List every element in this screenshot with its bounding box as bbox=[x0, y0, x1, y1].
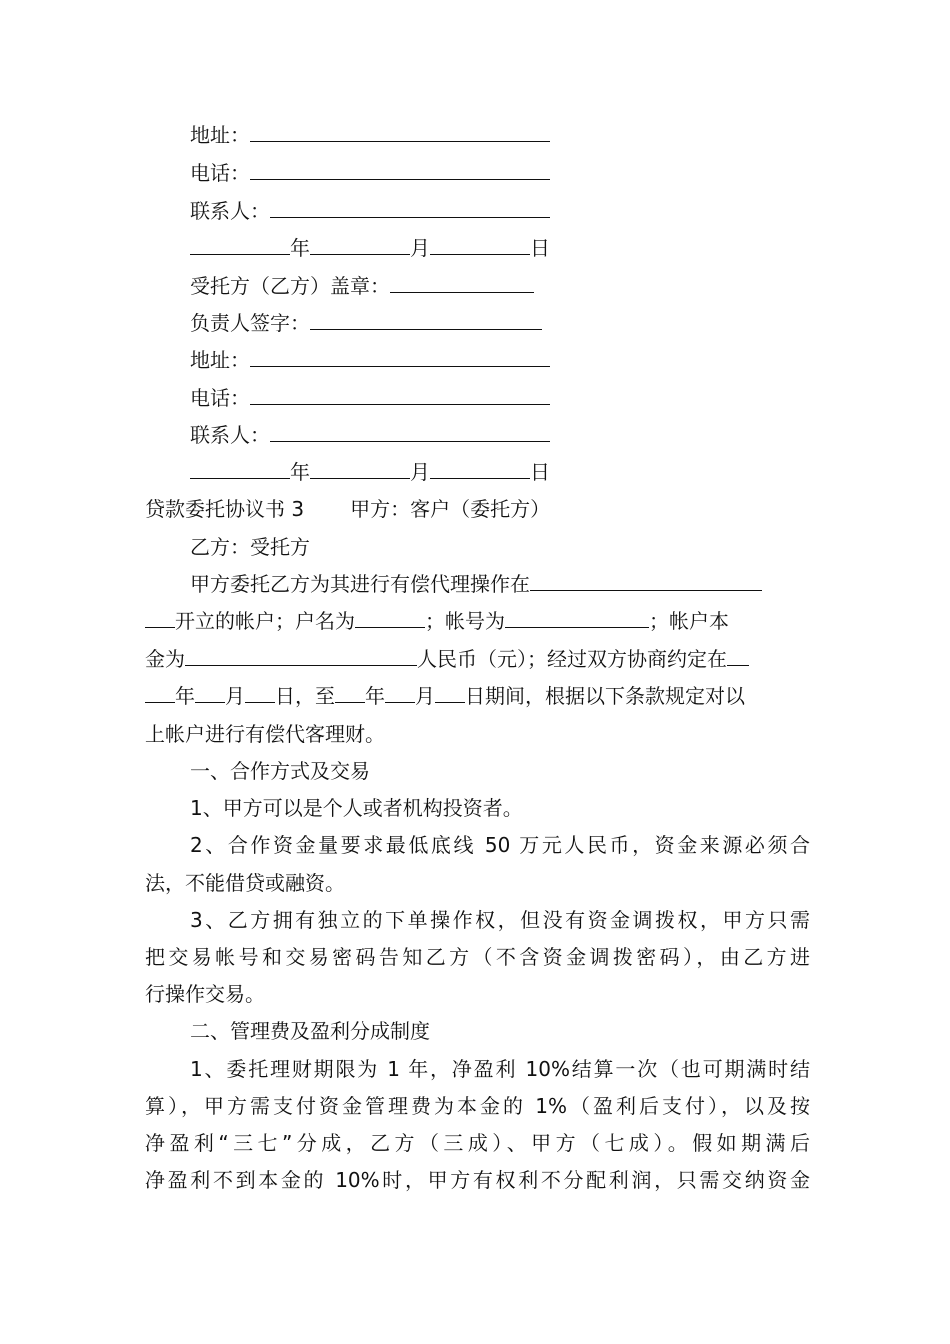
year-label: 年 bbox=[290, 236, 310, 260]
phone-line-b bbox=[190, 380, 810, 417]
contact-line-b bbox=[190, 417, 810, 454]
month-blank bbox=[310, 253, 410, 255]
intro-line-5 bbox=[145, 716, 810, 753]
start-month-blank bbox=[195, 701, 225, 703]
s2-item-1-line-1: 1、委托理财期限为 1 年，净盈利 10%结算一次（也可期满时结 bbox=[190, 1057, 810, 1081]
sign-line-b bbox=[190, 305, 810, 342]
contact-blank bbox=[270, 440, 550, 442]
section-2-heading bbox=[190, 1013, 810, 1050]
address-line-a bbox=[190, 117, 810, 154]
s2-item-1-line-3: 净盈利“三七”分成，乙方（三成）、甲方（七成）。假如期满后 bbox=[145, 1131, 810, 1155]
intro-text: 人民币（元）；经过双方协商约定在 bbox=[417, 647, 727, 671]
address-line-b bbox=[190, 342, 810, 379]
s1-item-2-line-1: 2、合作资金量要求最低底线 50 万元人民币，资金来源必须合 bbox=[190, 833, 810, 857]
intro-text: 上帐户进行有偿代客理财。 bbox=[145, 722, 385, 746]
address-label: 地址： bbox=[190, 348, 250, 372]
date-line-a bbox=[190, 230, 810, 267]
year-label: 年 bbox=[290, 460, 310, 484]
contact-line-a bbox=[190, 193, 810, 230]
intro-line-4 bbox=[145, 678, 810, 715]
principal-blank bbox=[185, 664, 417, 666]
contact-blank bbox=[270, 216, 550, 218]
month-blank bbox=[310, 477, 410, 479]
s2-item-1-line-2: 算），甲方需支付资金管理费为本金的 1%（盈利后支付），以及按 bbox=[145, 1094, 810, 1118]
phone-line-a bbox=[190, 155, 810, 192]
end-year-blank bbox=[335, 701, 365, 703]
intro-text: 甲方委托乙方为其进行有偿代理操作在 bbox=[190, 572, 530, 596]
account-number-blank bbox=[505, 626, 649, 628]
intro-text: ；帐户本 bbox=[649, 609, 729, 633]
intro-text: 年 bbox=[175, 684, 195, 708]
s1-item-3-line-2: 把交易帐号和交易密码告知乙方（不含资金调拨密码），由乙方进 bbox=[145, 945, 810, 969]
day-blank bbox=[430, 477, 530, 479]
start-day-blank bbox=[245, 701, 275, 703]
s2-item-1-line-4: 净盈利不到本金的 10%时，甲方有权利不分配利润，只需交纳资金 bbox=[145, 1168, 810, 1192]
sign-blank bbox=[310, 328, 542, 330]
phone-blank bbox=[250, 178, 550, 180]
address-label: 地址： bbox=[190, 123, 250, 147]
s1-item-1 bbox=[190, 790, 810, 827]
section-1-heading bbox=[190, 753, 810, 790]
month-label: 月 bbox=[410, 236, 430, 260]
seal-label: 受托方（乙方）盖章： bbox=[190, 274, 390, 298]
seal-line-b bbox=[190, 268, 810, 305]
intro-text: 月 bbox=[225, 684, 245, 708]
section-heading: 二、管理费及盈利分成制度 bbox=[190, 1019, 430, 1043]
start-year-blank-cont bbox=[145, 701, 175, 703]
address-blank bbox=[250, 140, 550, 142]
broker-blank bbox=[530, 589, 762, 591]
year-blank bbox=[190, 477, 290, 479]
phone-label: 电话： bbox=[190, 161, 250, 185]
year-blank bbox=[190, 253, 290, 255]
month-label: 月 bbox=[410, 460, 430, 484]
intro-text: 金为 bbox=[145, 647, 185, 671]
contact-label: 联系人： bbox=[190, 199, 270, 223]
start-year-blank bbox=[727, 664, 749, 666]
s1-item-3-line-3: 行操作交易。 bbox=[145, 982, 265, 1006]
broker-blank-cont bbox=[145, 626, 175, 628]
end-day-blank bbox=[435, 701, 465, 703]
intro-text: ；帐号为 bbox=[425, 609, 505, 633]
day-blank bbox=[430, 253, 530, 255]
intro-line-1 bbox=[190, 566, 810, 603]
intro-text: 日，至 bbox=[275, 684, 335, 708]
party-a: 甲方：客户（委托方） bbox=[350, 497, 551, 521]
intro-text: 日期间，根据以下条款规定对以 bbox=[465, 684, 745, 708]
s1-item-2-line-2: 法，不能借贷或融资。 bbox=[145, 871, 345, 895]
phone-blank bbox=[250, 403, 550, 405]
seal-blank bbox=[390, 291, 534, 293]
intro-text: 开立的帐户；户名为 bbox=[175, 609, 355, 633]
intro-line-2 bbox=[145, 603, 810, 640]
intro-line-3 bbox=[145, 641, 810, 678]
day-label: 日 bbox=[530, 460, 550, 484]
sign-label: 负责人签字： bbox=[190, 311, 310, 335]
s1-item-3-line-1: 3、乙方拥有独立的下单操作权，但没有资金调拨权，甲方只需 bbox=[190, 908, 810, 932]
clause-text: 1、甲方可以是个人或者机构投资者。 bbox=[190, 796, 523, 820]
agreement-title: 贷款委托协议书 3 bbox=[145, 497, 305, 521]
address-blank bbox=[250, 365, 550, 367]
intro-text: 年 bbox=[365, 684, 385, 708]
end-month-blank bbox=[385, 701, 415, 703]
day-label: 日 bbox=[530, 236, 550, 260]
phone-label: 电话： bbox=[190, 386, 250, 410]
contact-label: 联系人： bbox=[190, 423, 270, 447]
intro-text: 月 bbox=[415, 684, 435, 708]
agreement-title-line bbox=[145, 491, 810, 528]
section-heading: 一、合作方式及交易 bbox=[190, 759, 370, 783]
party-b-line bbox=[190, 529, 810, 566]
account-name-blank bbox=[355, 626, 425, 628]
date-line-b bbox=[190, 454, 810, 491]
party-b: 乙方：受托方 bbox=[190, 535, 310, 559]
